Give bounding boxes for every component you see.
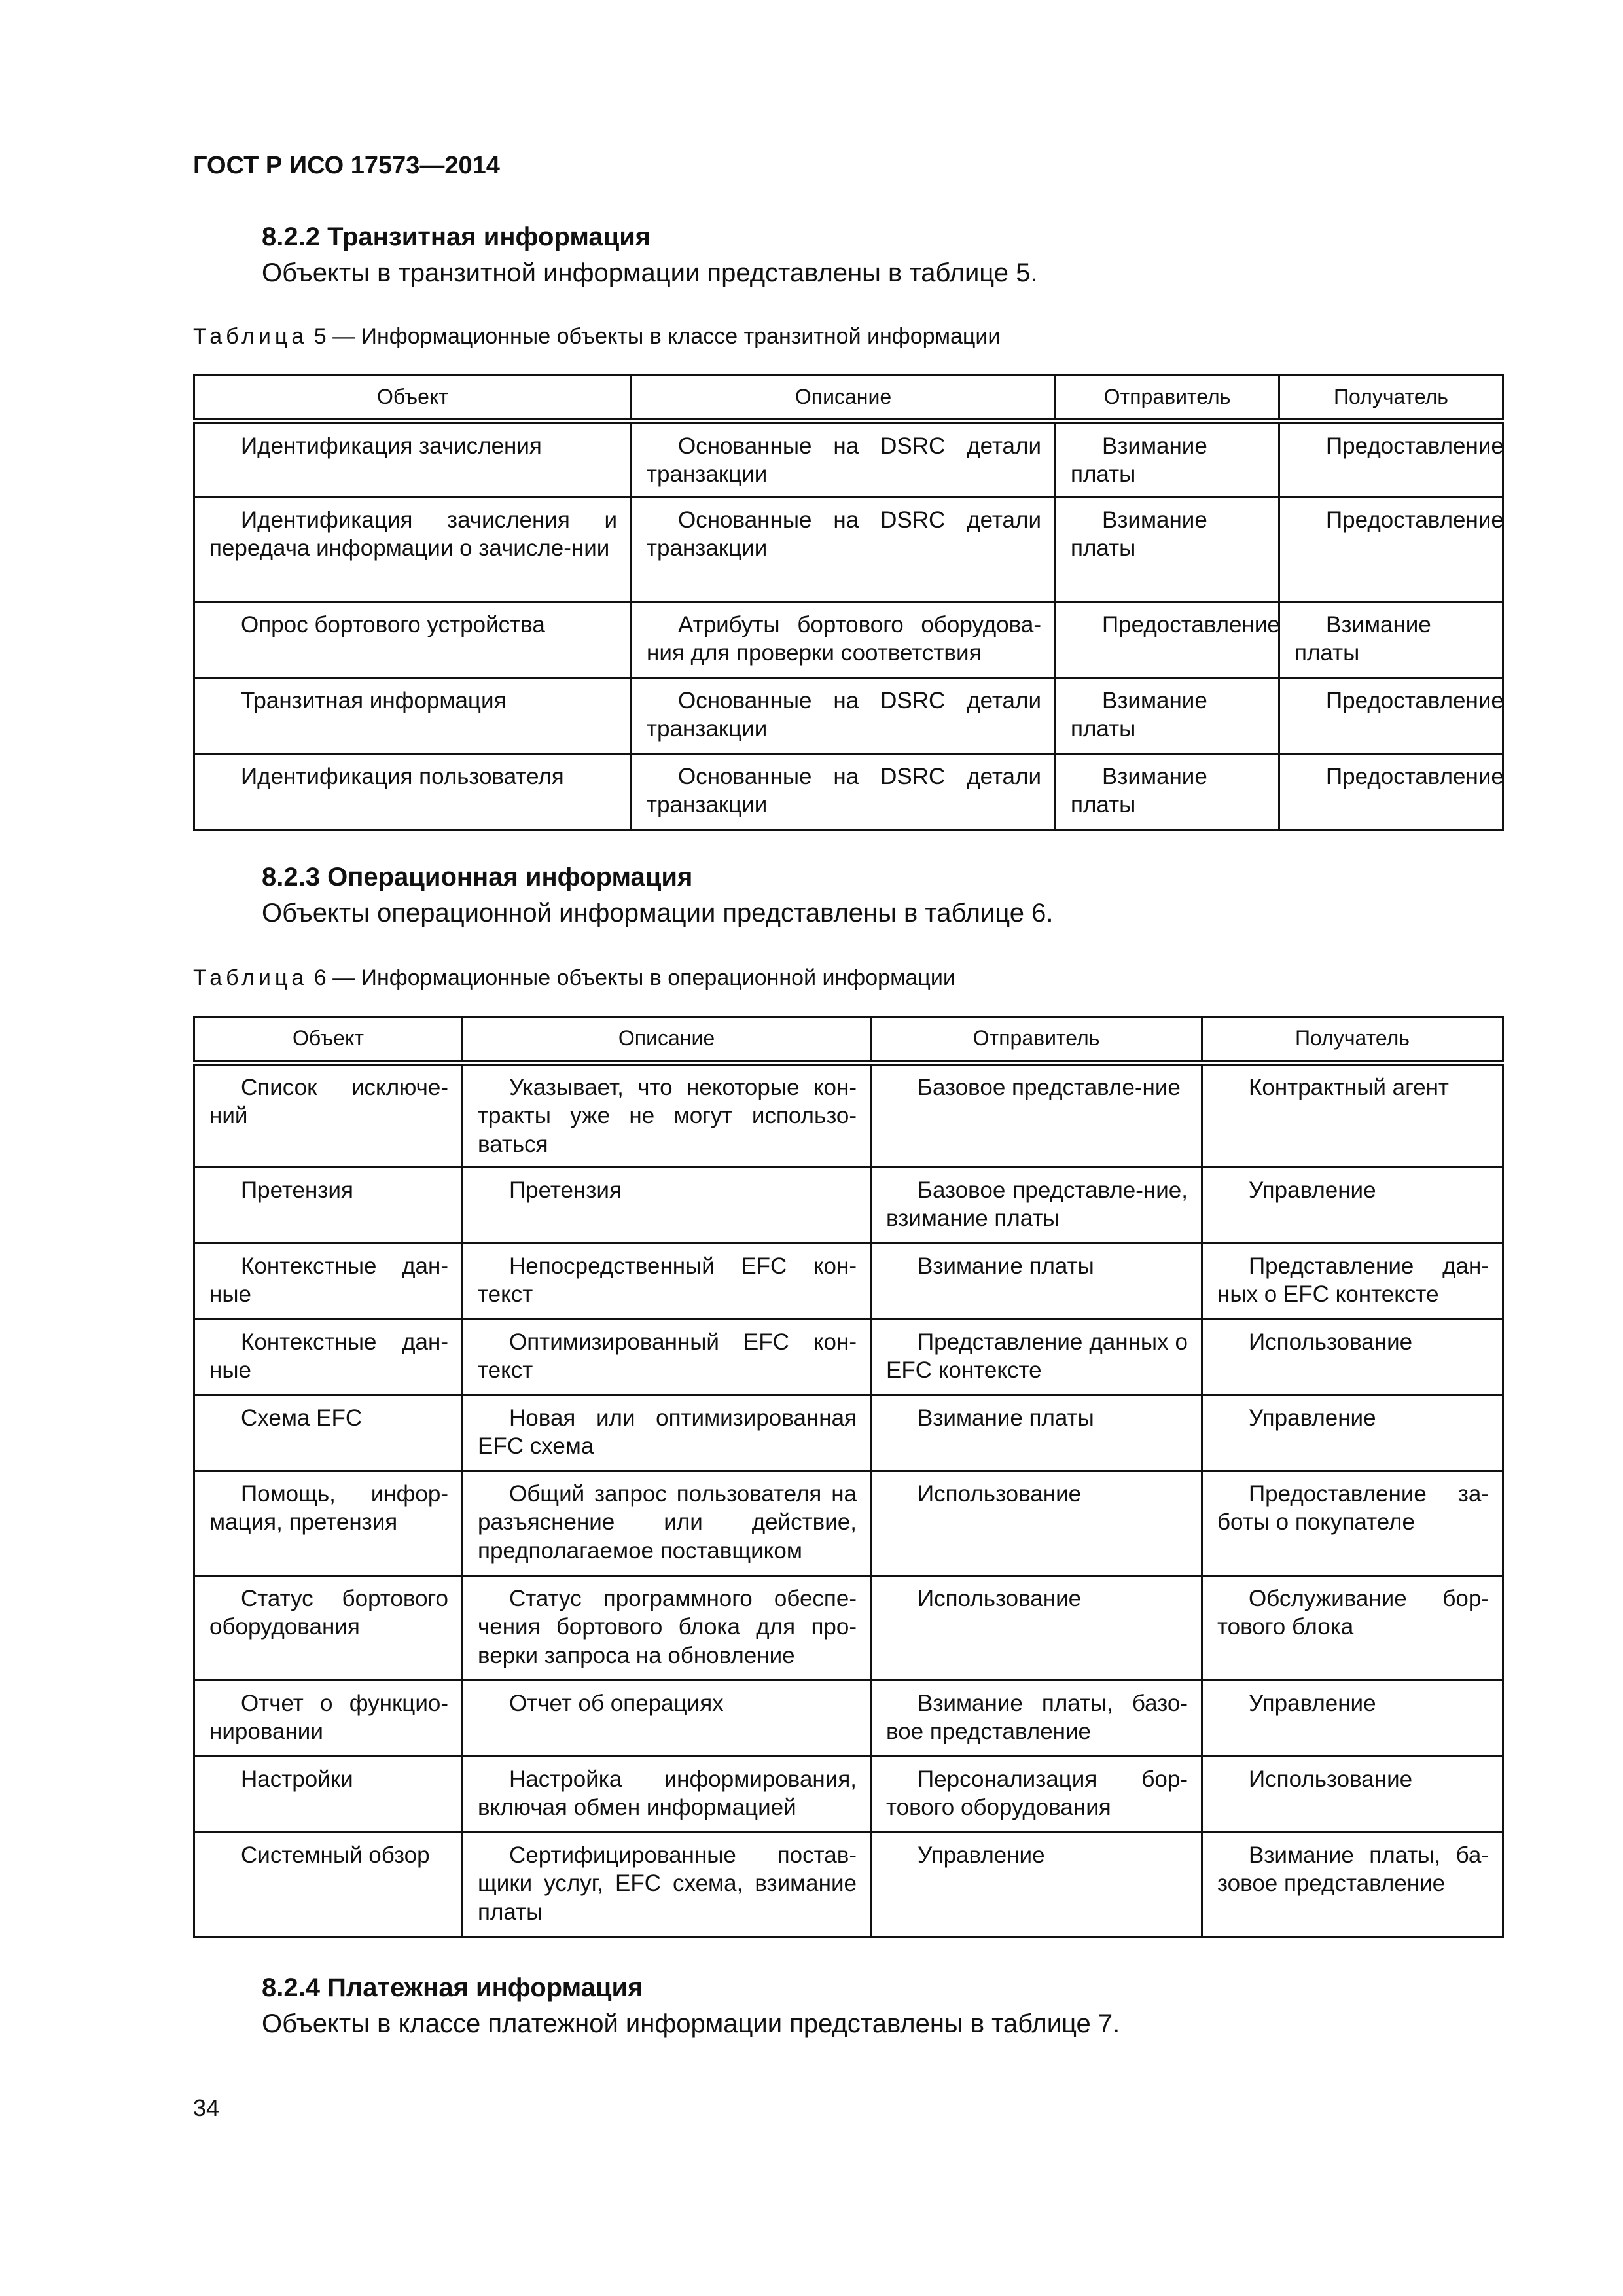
cell-text: Настройки (241, 1767, 353, 1792)
column-header: Получатель (1279, 376, 1503, 422)
table-cell (1202, 1681, 1503, 1757)
table-cell (1202, 1168, 1503, 1244)
table-cell (871, 1681, 1202, 1757)
cell-text: Основанные на DSRC детали транзакции (647, 507, 1041, 562)
cell-text: Идентификация зачисления (241, 433, 542, 459)
cell-text: Обслуживание бор-тового блока (1217, 1586, 1489, 1640)
table-cell (463, 1471, 871, 1576)
table-cell (194, 1244, 463, 1319)
cell-text: Предоставление (1326, 507, 1504, 533)
section-823-text: Объекты операционной информации представлены в таблице 6. (262, 899, 1054, 927)
table-row (194, 754, 1503, 830)
column-header: Описание (463, 1017, 871, 1063)
table-cell (1056, 754, 1279, 830)
cell-text: Взимание платы (1071, 764, 1207, 818)
table-cell (1202, 1471, 1503, 1576)
table-cell (871, 1168, 1202, 1244)
cell-text: Представление дан-ных о EFC контексте (1217, 1253, 1489, 1308)
table-cell (1202, 1395, 1503, 1471)
table-cell (871, 1833, 1202, 1937)
table-cell (1202, 1833, 1503, 1937)
table-cell (463, 1063, 871, 1168)
table-cell (1056, 422, 1279, 497)
table-cell (632, 678, 1056, 754)
cell-text: Взимание платы (1294, 612, 1431, 666)
cell-text: Предоставление (1326, 688, 1504, 713)
cell-text: Настройка информирования, включая обмен информацией (478, 1767, 857, 1821)
column-header: Объект (194, 1017, 463, 1063)
table-row (194, 1757, 1503, 1833)
table-cell (1202, 1757, 1503, 1833)
table-cell (194, 497, 632, 602)
cell-text: Использование (1249, 1329, 1413, 1355)
table-cell (632, 754, 1056, 830)
cell-text: Взимание платы (1071, 433, 1207, 488)
table6-caption-text: 6 — Информационные объекты в операционной информации (308, 965, 955, 990)
cell-text: Предоставление (1326, 764, 1504, 789)
cell-text: Управление (1249, 1691, 1376, 1716)
table-cell (1279, 497, 1503, 602)
table6-caption (193, 965, 955, 991)
table-row (194, 678, 1503, 754)
table-cell (871, 1319, 1202, 1395)
cell-text: Указывает, что некоторые кон-тракты уже не могут использо-ваться (478, 1075, 857, 1157)
table-row (194, 1319, 1503, 1395)
cell-text: Использование (1249, 1767, 1413, 1792)
cell-text: Оптимизированный EFC кон-текст (478, 1329, 857, 1384)
cell-text: Претензия (509, 1177, 622, 1203)
cell-text: Использование (918, 1481, 1082, 1507)
table-cell (194, 1576, 463, 1681)
column-header: Получатель (1202, 1017, 1503, 1063)
cell-text: Предоставление за-боты о покупателе (1217, 1481, 1489, 1535)
column-header: Отправитель (1056, 376, 1279, 422)
cell-text: Управление (1249, 1177, 1376, 1203)
table-cell (194, 1471, 463, 1576)
table-row (194, 422, 1503, 497)
section-824-title: 8.2.4 Платежная информация (262, 1973, 643, 2002)
table-cell (1202, 1576, 1503, 1681)
cell-text: Базовое представле-ние (918, 1075, 1181, 1100)
table-cell (1279, 602, 1503, 678)
cell-text: Транзитная информация (241, 688, 507, 713)
section-822-title: 8.2.2 Транзитная информация (262, 223, 651, 251)
table-cell (194, 678, 632, 754)
table6-caption-label: Таблица (193, 965, 308, 990)
cell-text: Взимание платы (918, 1405, 1094, 1431)
table-cell (194, 1395, 463, 1471)
table-cell (1279, 678, 1503, 754)
table-cell (871, 1757, 1202, 1833)
table-cell (1279, 754, 1503, 830)
table-cell (871, 1395, 1202, 1471)
cell-text: Управление (1249, 1405, 1376, 1431)
cell-text: Взимание платы (1071, 507, 1207, 562)
table-cell (871, 1576, 1202, 1681)
table-cell (632, 422, 1056, 497)
table-cell (194, 1319, 463, 1395)
cell-text: Контрактный агент (1249, 1075, 1449, 1100)
table-cell (194, 1168, 463, 1244)
table-cell (632, 602, 1056, 678)
cell-text: Контекстные дан-ные (209, 1253, 448, 1308)
cell-text: Основанные на DSRC детали транзакции (647, 688, 1041, 742)
cell-text: Взимание платы (918, 1253, 1094, 1279)
document-code: ГОСТ Р ИСО 17573—2014 (193, 152, 500, 179)
table5-header-row (194, 376, 1503, 422)
cell-text: Предоставление (1102, 612, 1280, 637)
cell-text: Отчет о функцио-нировании (209, 1691, 448, 1745)
cell-text: Список исключе-ний (209, 1075, 448, 1129)
table-cell (194, 1833, 463, 1937)
table5-caption-label: Таблица (193, 324, 308, 349)
cell-text: Использование (918, 1586, 1082, 1611)
table-cell (1056, 678, 1279, 754)
cell-text: Претензия (241, 1177, 353, 1203)
cell-text: Взимание платы, ба-зовое представление (1217, 1842, 1489, 1897)
page-number: 34 (193, 2094, 220, 2121)
cell-text: Статус программного обеспе-чения бортового блока для про-верки запроса на обновление (478, 1586, 857, 1668)
table-row (194, 1244, 1503, 1319)
section-824-text: Объекты в классе платежной информации представлены в таблице 7. (262, 2009, 1120, 2038)
table-cell (463, 1833, 871, 1937)
cell-text: Базовое представле-ние, взимание платы (886, 1177, 1188, 1232)
cell-text: Общий запрос пользователя на разъяснение или действие, предполагаемое поставщиком (478, 1481, 857, 1564)
section-823-title: 8.2.3 Операционная информация (262, 863, 693, 891)
cell-text: Опрос бортового устройства (241, 612, 545, 637)
table-cell (463, 1244, 871, 1319)
table-cell (1056, 602, 1279, 678)
cell-text: Представление данных о EFC контексте (886, 1329, 1188, 1384)
cell-text: Сертифицированные постав-щики услуг, EFC схема, взимание платы (478, 1842, 857, 1925)
table-cell (194, 1063, 463, 1168)
cell-text: Отчет об операциях (509, 1691, 724, 1716)
cell-text: Управление (918, 1842, 1045, 1868)
column-header: Отправитель (871, 1017, 1202, 1063)
table-cell (194, 1757, 463, 1833)
table5-caption (193, 324, 1000, 350)
cell-text: Схема EFC (241, 1405, 363, 1431)
table-cell (463, 1576, 871, 1681)
table-cell (1279, 422, 1503, 497)
cell-text: Контекстные дан-ные (209, 1329, 448, 1384)
table-cell (463, 1757, 871, 1833)
table-cell (463, 1168, 871, 1244)
table-cell (194, 754, 632, 830)
cell-text: Помощь, инфор-мация, претензия (209, 1481, 448, 1535)
table-row (194, 497, 1503, 602)
cell-text: Статус бортового оборудования (209, 1586, 448, 1640)
table-cell (463, 1395, 871, 1471)
table-cell (1202, 1319, 1503, 1395)
table-row (194, 1168, 1503, 1244)
cell-text: Основанные на DSRC детали транзакции (647, 764, 1041, 818)
table-cell (871, 1471, 1202, 1576)
table-cell (463, 1319, 871, 1395)
cell-text: Новая или оптимизированная EFC схема (478, 1405, 857, 1460)
table-cell (1056, 497, 1279, 602)
table-cell (632, 497, 1056, 602)
cell-text: Атрибуты бортового оборудова-ния для проверки соответствия (647, 612, 1041, 666)
table-cell (194, 602, 632, 678)
cell-text: Персонализация бор-тового оборудования (886, 1767, 1188, 1821)
table-cell (194, 422, 632, 497)
table6 (193, 1016, 1504, 1938)
table-row (194, 1395, 1503, 1471)
table-cell (871, 1244, 1202, 1319)
cell-text: Идентификация зачисления и передача информации о зачисле-нии (209, 507, 617, 562)
column-header: Описание (632, 376, 1056, 422)
table-cell (463, 1681, 871, 1757)
cell-text: Идентификация пользователя (241, 764, 564, 789)
table5 (193, 374, 1504, 831)
column-header: Объект (194, 376, 632, 422)
cell-text: Системный обзор (241, 1842, 430, 1868)
table-row (194, 1471, 1503, 1576)
table-row (194, 1833, 1503, 1937)
cell-text: Взимание платы (1071, 688, 1207, 742)
table-row (194, 1576, 1503, 1681)
table-cell (1202, 1244, 1503, 1319)
table-row (194, 1681, 1503, 1757)
cell-text: Непосредственный EFC кон-текст (478, 1253, 857, 1308)
table6-header-row (194, 1017, 1503, 1063)
table-cell (194, 1681, 463, 1757)
cell-text: Предоставление (1326, 433, 1504, 459)
cell-text: Взимание платы, базо-вое представление (886, 1691, 1188, 1745)
cell-text: Основанные на DSRC детали транзакции (647, 433, 1041, 488)
section-822-text: Объекты в транзитной информации представлены в таблице 5. (262, 259, 1038, 287)
table-cell (871, 1063, 1202, 1168)
table-cell (1202, 1063, 1503, 1168)
table5-caption-text: 5 — Информационные объекты в классе транзитной информации (308, 324, 1001, 349)
table-row (194, 602, 1503, 678)
table-row (194, 1063, 1503, 1168)
